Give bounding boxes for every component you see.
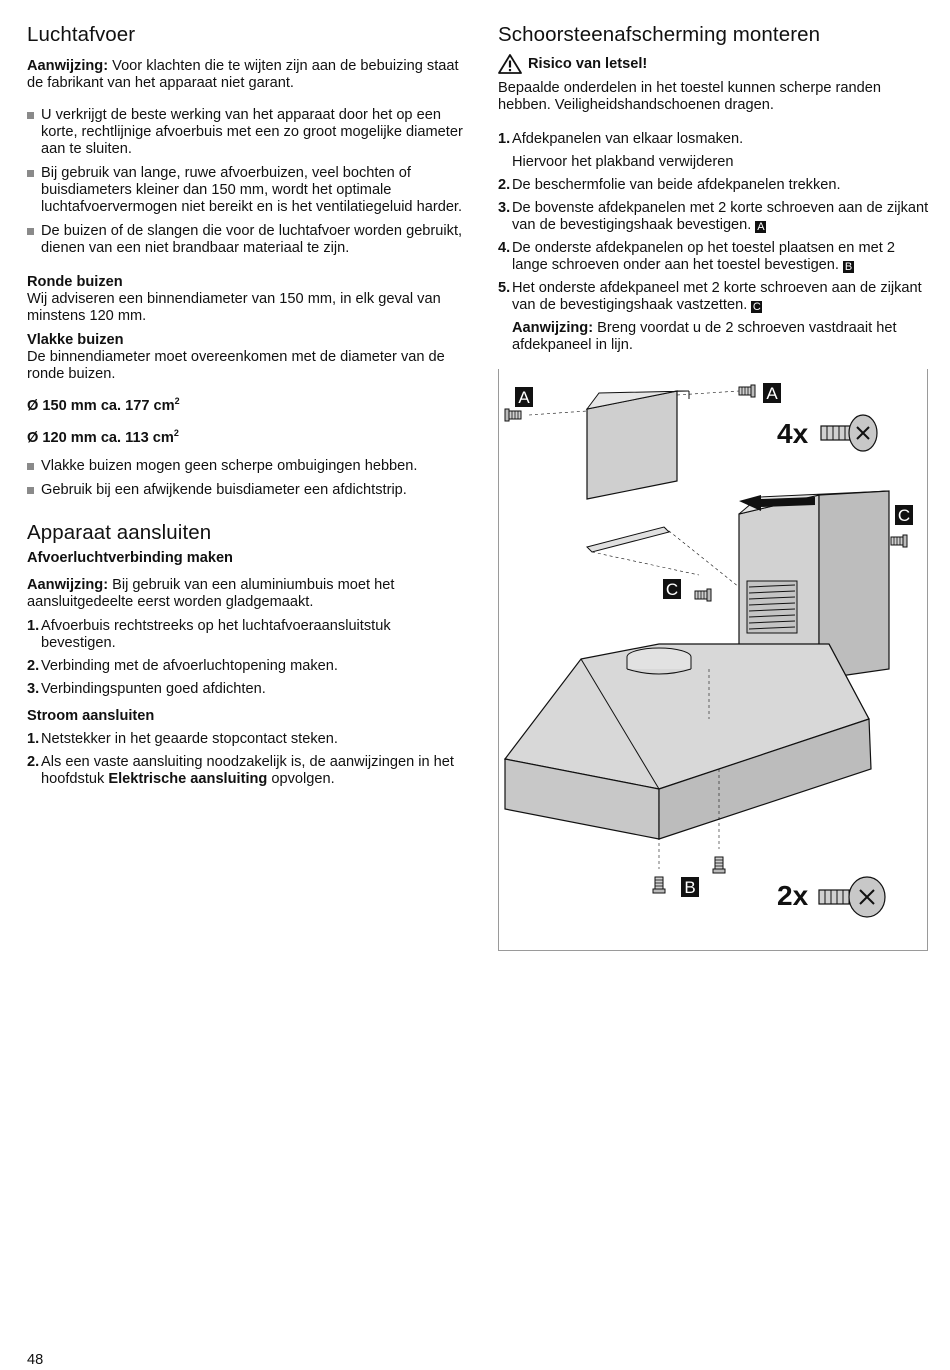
- label-a-left: [515, 387, 533, 407]
- step-item: 1. Netstekker in het geaarde stopcontact steken.: [27, 730, 338, 747]
- spec-150: Ø 150 mm ca. 177 $cm^2$: [27, 396, 180, 414]
- screw-c-left-icon: [695, 589, 711, 601]
- heading-luchtafvoer: Luchtafvoer: [27, 23, 136, 46]
- spec-120: Ø 120 mm ca. 113 $cm^2$: [27, 427, 179, 446]
- large-long-screw-icon: [819, 877, 885, 917]
- assembly-diagram: [498, 369, 928, 951]
- count-4x: 4x: [777, 418, 809, 449]
- step-subtext: Hiervoor het plakband verwijderen: [512, 154, 734, 170]
- screw-c-right-icon: [891, 535, 907, 547]
- large-short-screw-icon: [821, 415, 877, 451]
- bullet-item: Bij gebruik van lange, ruwe afvoerbuizen, veel bochten of buisdiameters kleiner dan 150 mm, wordt het optimale luchtafvoervermogen niet bereikt en is het ventilatiegeluid harder.: [27, 165, 467, 216]
- right-column: [498, 22, 930, 360]
- svg-text:C: C: [897, 506, 911, 525]
- step-item: 2. De beschermfolie van beide afdekpanelen trekken.: [498, 177, 841, 193]
- warning-line: Risico van letsel!: [498, 54, 930, 74]
- subheading-stroom-aansluiten: Stroom aansluiten: [27, 707, 155, 724]
- bullet-item: Vlakke buizen mogen geen scherpe ombuigingen hebben.: [27, 458, 467, 475]
- label-a-right: [763, 383, 781, 403]
- ref-label-a: A: [757, 221, 765, 233]
- text-ronde-buizen: Wij adviseren een binnendiameter van 150 mm, in elk geval van minstens 120 mm.: [27, 291, 441, 324]
- mounting-bracket: [587, 527, 739, 587]
- svg-text:B: B: [684, 878, 696, 897]
- subheading-ronde-buizen: Ronde buizen: [27, 274, 123, 290]
- bullet-item: De buizen of de slangen die voor de luchtafvoer worden gebruikt, dienen van een niet brandbaar materiaal te zijn.: [27, 223, 467, 257]
- screw-b-right-icon: [713, 857, 725, 873]
- page-number: 48: [27, 1352, 44, 1368]
- svg-text:C: C: [665, 580, 679, 599]
- vent-grille: [747, 581, 797, 633]
- step-item: 1. Afvoerbuis rechtstreeks op het luchtafvoeraansluitstuk bevestigen.: [27, 617, 391, 651]
- upper-cover-panel: [529, 391, 739, 499]
- svg-text:A: A: [518, 388, 530, 407]
- label-c-left: [663, 579, 681, 599]
- cooker-hood: [505, 644, 871, 869]
- step-item: 3. De bovenste afdekpanelen met 2 korte schroeven aan de zijkant van de bevestigingshaak bevestigen. A: [498, 200, 929, 233]
- ref-label-b: B: [844, 261, 853, 273]
- left-column: [27, 22, 467, 794]
- note-schoorsteen: Aanwijzing: Breng voordat u de 2 schroeven vastdraait het afdekpaneel in lijn.: [512, 320, 897, 353]
- note-luchtafvoer: Aanwijzing: Voor klachten die te wijten zijn aan de bebuizing staat de fabrikant van het apparaat niet garant.: [27, 58, 459, 91]
- step-item: 1. Afdekpanelen van elkaar losmaken.: [498, 131, 744, 147]
- step-item: 4. De onderste afdekpanelen op het toestel plaatsen en met 2 lange schroeven onder aan het toestel bevestigen. B: [498, 240, 895, 273]
- assembly-illustration: [499, 369, 927, 950]
- ref-label-c: C: [752, 301, 761, 313]
- heading-schoorsteen: Schoorsteenafscherming monteren: [498, 23, 821, 46]
- text-vlakke-buizen: De binnendiameter moet overeenkomen met de diameter van de ronde buizen.: [27, 349, 445, 382]
- screw-a-left-icon: [505, 409, 521, 421]
- intro-text: Bepaalde onderdelen in het toestel kunnen scherpe randen hebben. Veiligheidshandschoenen dragen.: [498, 80, 881, 113]
- svg-text:A: A: [766, 384, 778, 403]
- screw-a-right-icon: [739, 385, 755, 397]
- count-2x: 2x: [777, 880, 809, 911]
- step-item: 2. Als een vaste aansluiting noodzakelijk is, de aanwijzingen in het hoofdstuk Elektrische aansluiting opvolgen.: [27, 753, 454, 787]
- label-b: [681, 877, 699, 897]
- screw-b-left-icon: [653, 877, 665, 893]
- subheading-afvoerluchtverbinding: Afvoerluchtverbinding maken: [27, 549, 233, 566]
- label-c-right: [895, 505, 913, 525]
- step-item: 3. Verbindingspunten goed afdichten.: [27, 680, 266, 697]
- note-aansluiten: Aanwijzing: Bij gebruik van een aluminiumbuis moet het aansluitgedeelte eerst worden gladgemaakt.: [27, 576, 395, 610]
- warning-icon: [498, 54, 522, 74]
- step-item: 2. Verbinding met de afvoerluchtopening maken.: [27, 657, 338, 674]
- step-item: 5. Het onderste afdekpaneel met 2 korte schroeven aan de zijkant van de bevestigingshaak vastzetten. C: [498, 280, 922, 313]
- heading-apparaat-aansluiten: Apparaat aansluiten: [27, 520, 212, 544]
- bullet-item: U verkrijgt de beste werking van het apparaat door het op een korte, rechtlijnige afvoerbuis met een zo groot mogelijke diameter aan te sluiten.: [27, 107, 467, 158]
- subheading-vlakke-buizen: Vlakke buizen: [27, 332, 124, 348]
- bullet-item: Gebruik bij een afwijkende buisdiameter een afdichtstrip.: [27, 482, 467, 499]
